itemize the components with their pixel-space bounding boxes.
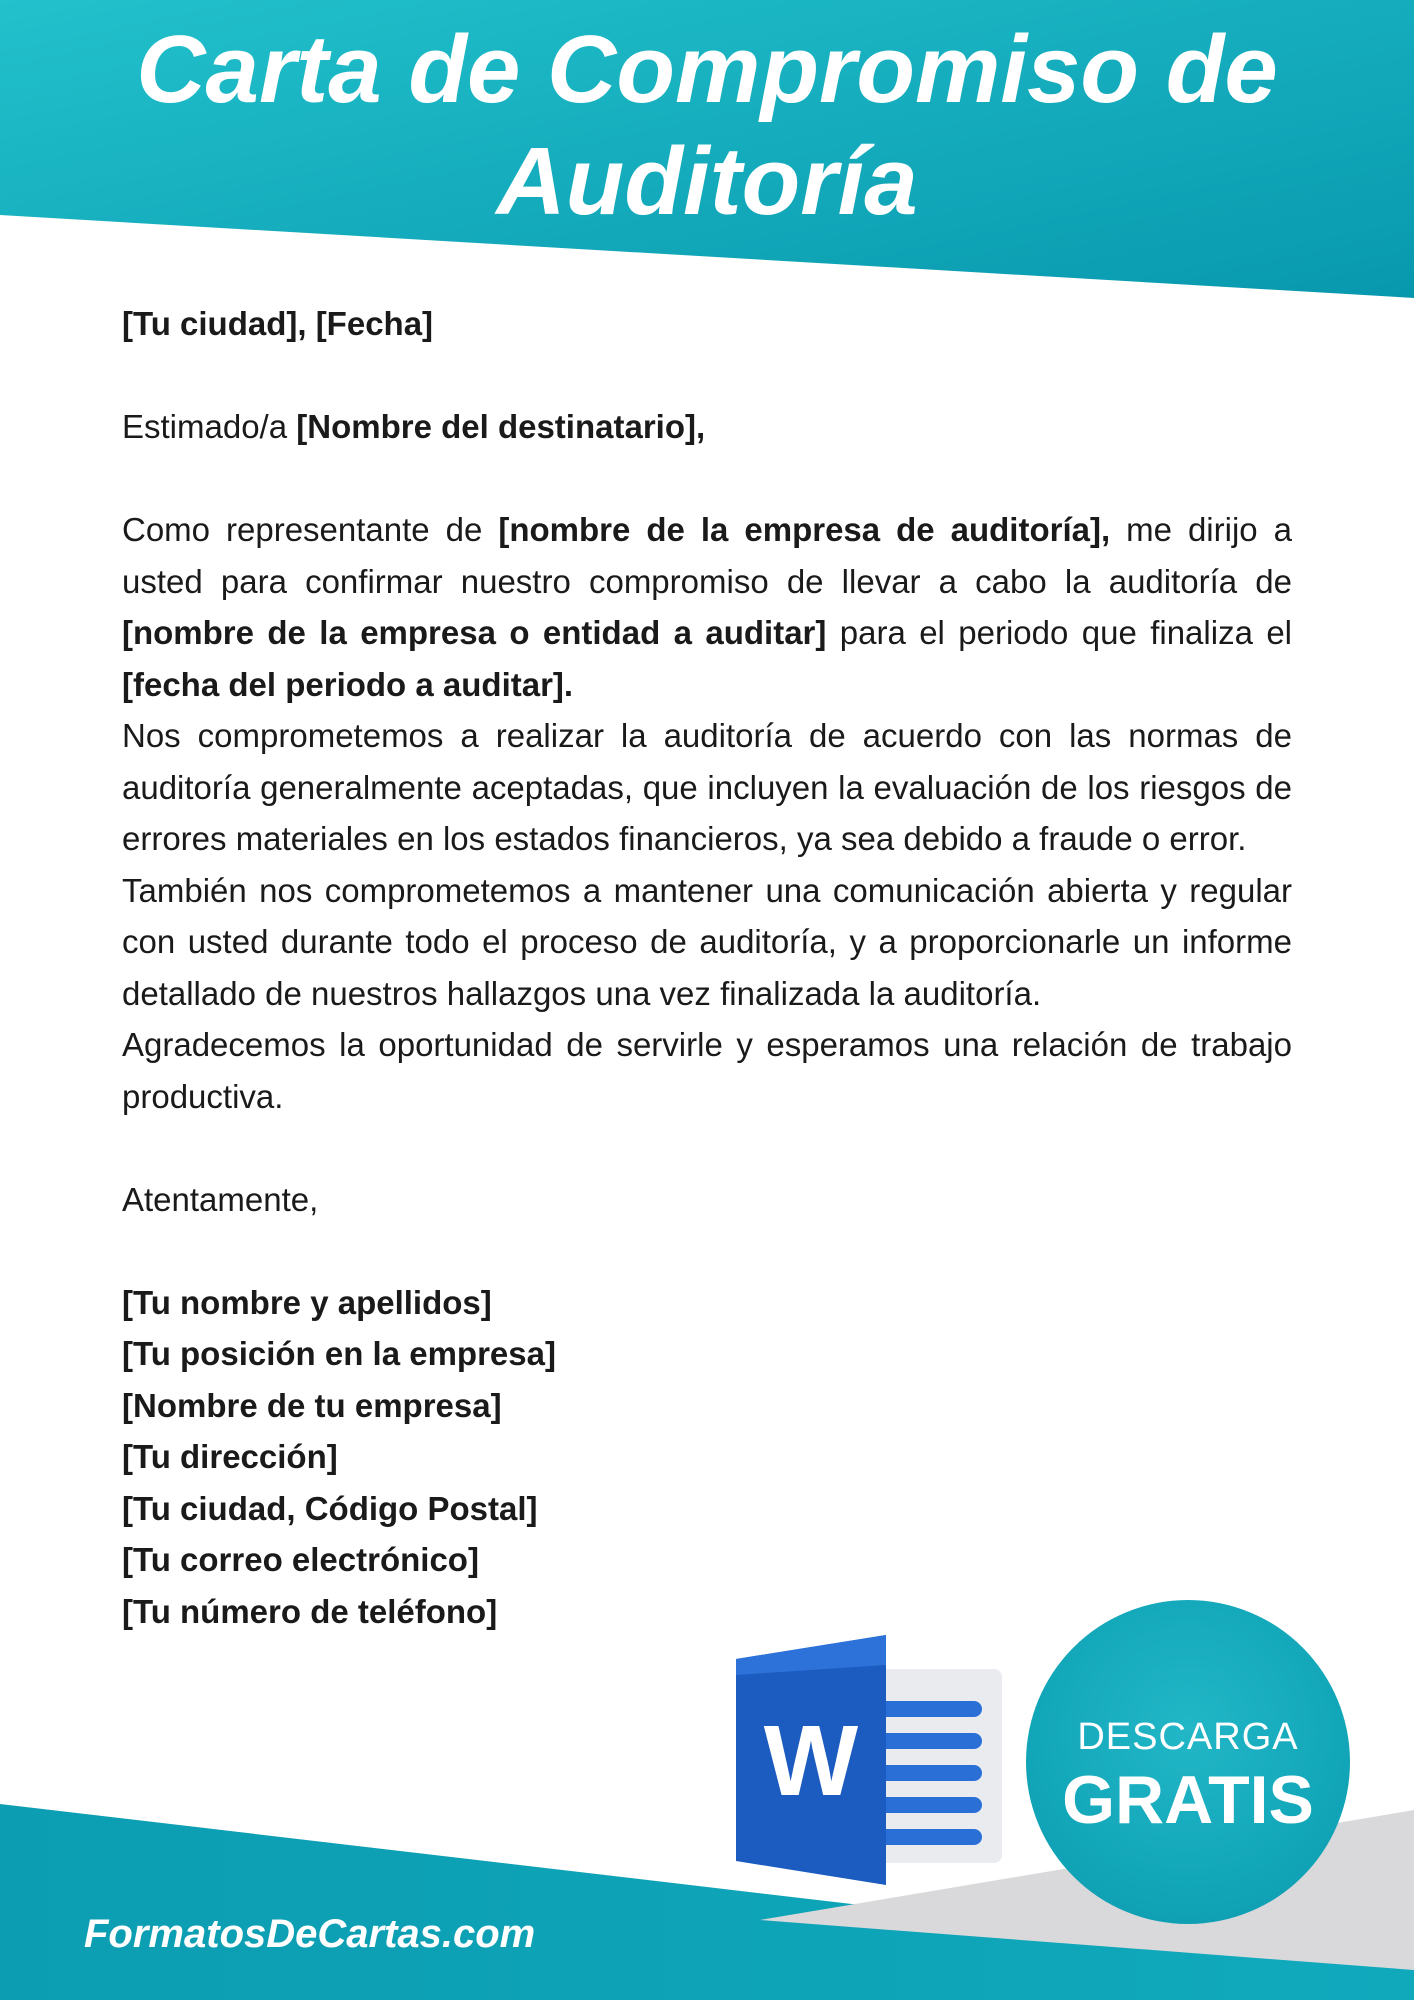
paragraph-1: Como representante de [nombre de la empresa de auditoría], me dirijo a usted para confirmar nuestro compromiso de llevar a cabo la auditoría de [nombre de la empresa o entidad a auditar] para el periodo que finaliza el [fecha del periodo a auditar]. — [122, 511, 1292, 703]
signature-name: [Tu nombre y apellidos] — [122, 1283, 492, 1321]
date-line: [Tu ciudad], [Fecha] — [122, 305, 434, 342]
signature-company: [Nombre de tu empresa] — [122, 1386, 502, 1424]
page-title — [0, 14, 1414, 238]
closing: Atentamente, — [122, 1180, 319, 1218]
badge-line-2: GRATIS — [1062, 1762, 1314, 1838]
paragraph-4: Agradecemos la oportunidad de servirle y esperamos una relación de trabajo productiva. — [122, 1026, 1292, 1115]
badge-line-1: DESCARGA — [1077, 1716, 1299, 1758]
signature-phone: [Tu número de teléfono] — [122, 1592, 498, 1630]
svg-text:W: W — [763, 1705, 859, 1817]
title-line-1: Carta de Compromiso de — [136, 16, 1278, 123]
signature-block — [122, 1277, 1292, 1638]
signature-email: [Tu correo electrónico] — [122, 1541, 479, 1578]
site-name[interactable]: FormatosDeCartas.com — [84, 1912, 536, 1956]
letter-body — [122, 298, 1292, 1637]
signature-city: [Tu ciudad, Código Postal] — [122, 1489, 538, 1527]
microsoft-word-icon[interactable] — [736, 1635, 1006, 1885]
paragraph-2: Nos comprometemos a realizar la auditoría de acuerdo con las normas de auditoría generalmente aceptadas, que incluyen la evaluación de los riesgos de errores materiales en los estados financieros, ya sea debido a fraude o error. — [122, 717, 1292, 857]
signature-address: [Tu dirección] — [122, 1438, 338, 1475]
signature-position: [Tu posición en la empresa] — [122, 1335, 556, 1372]
download-free-badge[interactable] — [1026, 1600, 1350, 1924]
greeting: Estimado/a [Nombre del destinatario], — [122, 408, 706, 445]
title-line-2: Auditoría — [496, 128, 918, 235]
paragraph-3: También nos comprometemos a mantener una comunicación abierta y regular con usted durante todo el proceso de auditoría, y a proporcionarle un informe detallado de nuestros hallazgos una vez finalizada la auditoría. — [122, 871, 1292, 1012]
